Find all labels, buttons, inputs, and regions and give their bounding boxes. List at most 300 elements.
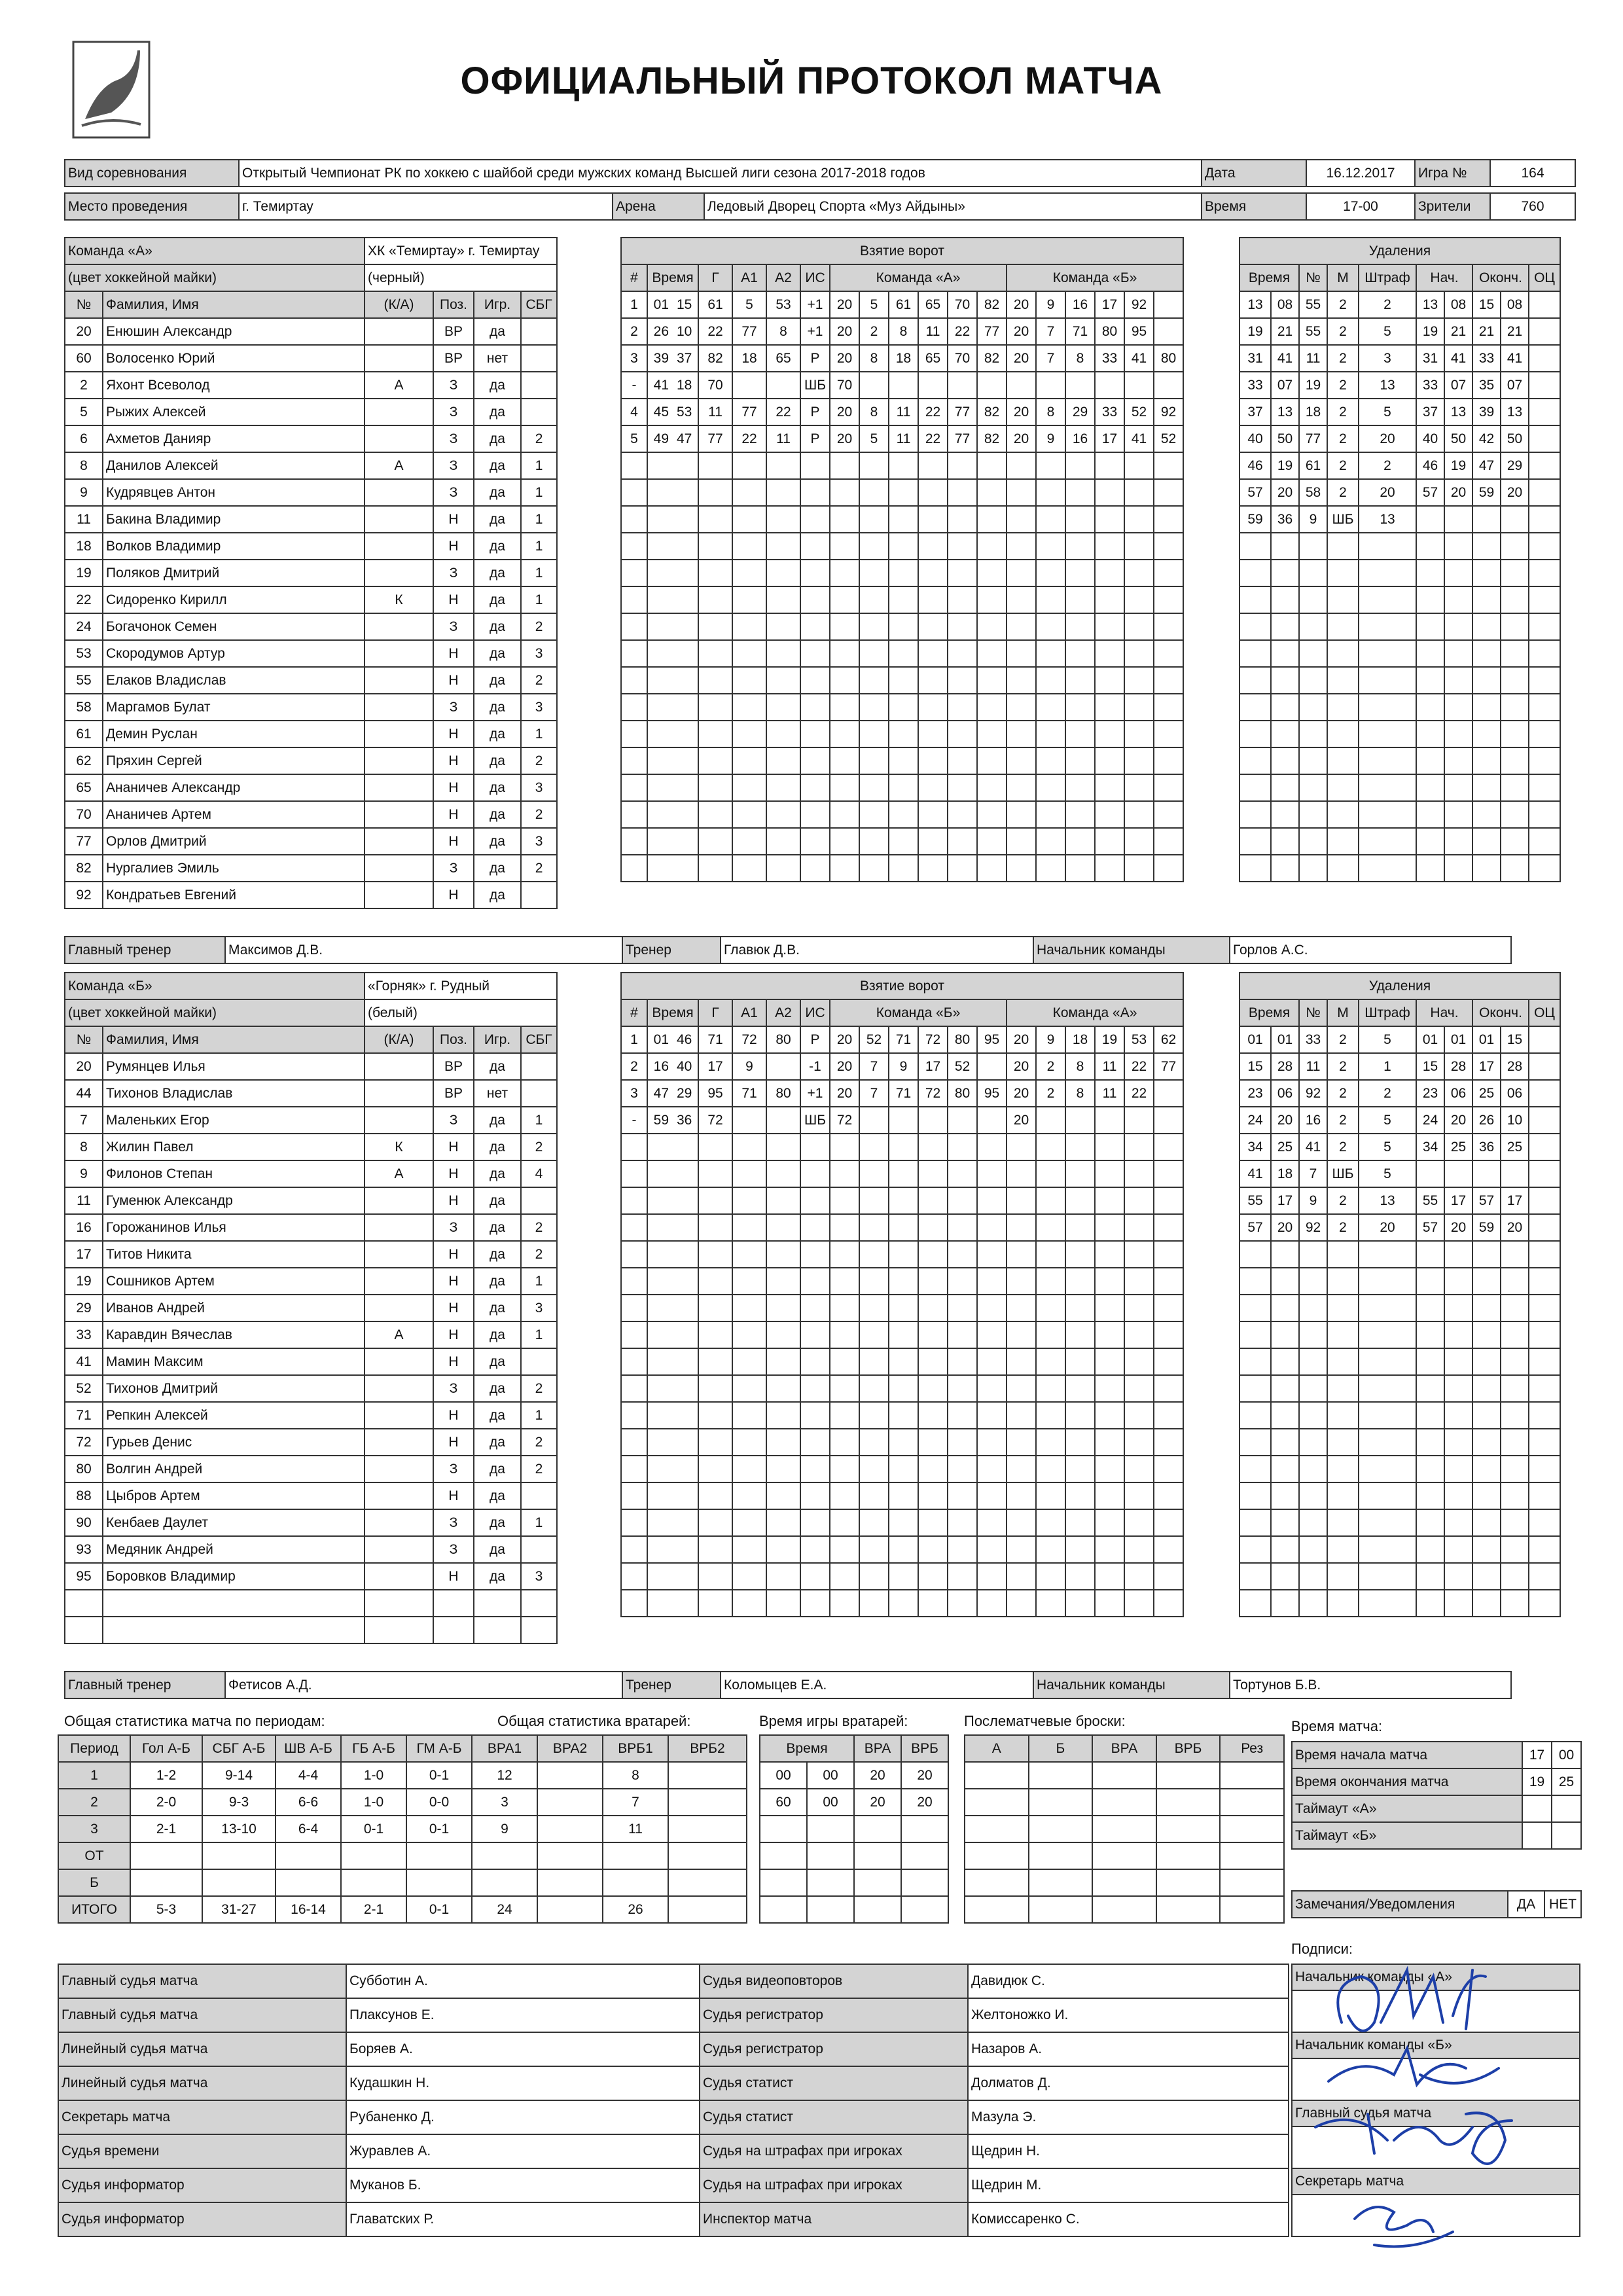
- penalty-cell: [1271, 694, 1299, 721]
- goal-cell: [1065, 372, 1095, 399]
- penalty-cell: [1359, 1509, 1416, 1536]
- penalty-cell: [1501, 828, 1529, 855]
- goal-cell: [1124, 828, 1154, 855]
- goal-cell: [621, 640, 647, 667]
- player-played: да: [474, 425, 521, 452]
- penalty-cell: [1299, 1456, 1327, 1482]
- player-name: Елаков Владислав: [103, 667, 365, 694]
- goal-cell: [647, 1214, 698, 1241]
- goal-cell: [889, 667, 918, 694]
- goalie-stats-title: Общая статистика вратарей:: [497, 1713, 691, 1729]
- officials-table: [58, 1964, 1289, 2237]
- goal-row: [621, 774, 1183, 801]
- penalty-cell: [1299, 586, 1327, 613]
- goal-cell: [766, 560, 800, 586]
- goal-cell: [830, 560, 859, 586]
- goal-cell: 95: [698, 1080, 732, 1107]
- player-sog: [521, 1080, 557, 1107]
- penalty-cell: 20: [1359, 425, 1416, 452]
- goal-cell: [1124, 586, 1154, 613]
- goal-cell: [977, 506, 1007, 533]
- goal-cell: [732, 613, 766, 640]
- goal-cell: [889, 1295, 918, 1321]
- goal-cell: [800, 667, 830, 694]
- goal-cell: [621, 855, 647, 882]
- goal-cell: [830, 1402, 859, 1429]
- goal-cell: [918, 479, 948, 506]
- goal-cell: [1154, 1107, 1183, 1134]
- goal-cell: [647, 694, 698, 721]
- penalty-cell: 2: [1327, 1107, 1359, 1134]
- goal-cell: [1065, 560, 1095, 586]
- goal-cell: [1065, 855, 1095, 882]
- player-number: 71: [65, 1402, 103, 1429]
- goal-cell: [800, 586, 830, 613]
- goal-cell: [1095, 1348, 1124, 1375]
- goal-cell: 80: [766, 1080, 800, 1107]
- shootout-cell: [1092, 1762, 1156, 1789]
- goal-cell: [698, 1482, 732, 1509]
- player-played: да: [474, 774, 521, 801]
- goal-cell: 33: [1095, 345, 1124, 372]
- goal-cell: [647, 828, 698, 855]
- goal-cell: [1036, 801, 1065, 828]
- goal-cell: [977, 1429, 1007, 1456]
- goal-cell: [889, 613, 918, 640]
- penalty-cell: 55: [1299, 318, 1327, 345]
- penalty-cell: [1327, 1482, 1359, 1509]
- penalty-cell: [1501, 1348, 1529, 1375]
- player-role: [365, 801, 433, 828]
- penalty-cell: [1529, 1456, 1560, 1482]
- goal-cell: [918, 586, 948, 613]
- penalty-cell: 7: [1299, 1160, 1327, 1187]
- player-name: Ананичев Артем: [103, 801, 365, 828]
- goal-cell: [1124, 1375, 1154, 1402]
- goal-cell: [918, 1268, 948, 1295]
- goal-cell: [732, 667, 766, 694]
- player-number: 55: [65, 667, 103, 694]
- penalty-cell: [1327, 1321, 1359, 1348]
- goal-cell: [1065, 1375, 1095, 1402]
- penalty-cell: 41: [1501, 345, 1529, 372]
- goal-cell: [918, 667, 948, 694]
- player-played: да: [474, 1348, 521, 1375]
- goal-cell: [889, 640, 918, 667]
- goal-cell: 2: [1036, 1053, 1065, 1080]
- player-row: [65, 1053, 557, 1080]
- player-name: Горожанинов Илья: [103, 1214, 365, 1241]
- player-played: да: [474, 1295, 521, 1321]
- goal-cell: Р: [800, 399, 830, 425]
- goal-cell: [1065, 1509, 1095, 1536]
- goal-cell: [766, 1214, 800, 1241]
- goal-row: [621, 506, 1183, 533]
- goal-cell: [948, 1134, 977, 1160]
- period-cell: 3: [472, 1789, 537, 1816]
- goal-cell: [830, 694, 859, 721]
- goal-cell: [1154, 479, 1183, 506]
- penalty-cell: [1529, 560, 1560, 586]
- period-cell: 9: [472, 1816, 537, 1842]
- penalty-row: [1240, 1348, 1560, 1375]
- penalty-cell: [1472, 747, 1501, 774]
- goal-cell: [889, 774, 918, 801]
- goal-cell: [1007, 855, 1036, 882]
- goal-cell: [766, 586, 800, 613]
- penalty-cell: [1529, 1295, 1560, 1321]
- penalty-cell: [1529, 1563, 1560, 1590]
- penalty-cell: [1444, 1590, 1472, 1617]
- goal-cell: [977, 533, 1007, 560]
- player-name: Тихонов Владислав: [103, 1080, 365, 1107]
- goal-row: [621, 1080, 1183, 1107]
- shootout-cell: [1092, 1842, 1156, 1869]
- player-role: К: [365, 586, 433, 613]
- goal-cell: [859, 1134, 889, 1160]
- goal-cell: 7: [859, 1080, 889, 1107]
- penalty-cell: [1501, 1509, 1529, 1536]
- penalty-cell: 23: [1240, 1080, 1271, 1107]
- period-cell: 2-1: [130, 1816, 202, 1842]
- goal-cell: [859, 1482, 889, 1509]
- player-row: [65, 721, 557, 747]
- shootout-cell: [1220, 1896, 1284, 1923]
- player-row: [65, 1617, 557, 1643]
- penalty-cell: [1444, 613, 1472, 640]
- official-row: [58, 2168, 1289, 2202]
- penalty-cell: 25: [1472, 1080, 1501, 1107]
- penalty-cell: ШБ: [1327, 506, 1359, 533]
- penalty-row: [1240, 533, 1560, 560]
- penalty-cell: [1529, 1107, 1560, 1134]
- goal-time: [647, 399, 698, 425]
- penalty-cell: [1271, 774, 1299, 801]
- player-played: да: [474, 1241, 521, 1268]
- official-name: Щедрин М.: [968, 2168, 1289, 2202]
- goal-cell: [859, 452, 889, 479]
- player-role: [365, 560, 433, 586]
- player-row: [65, 372, 557, 399]
- penalty-cell: [1327, 694, 1359, 721]
- player-played: да: [474, 1268, 521, 1295]
- col-header: Г: [698, 999, 732, 1026]
- goal-cell: [766, 667, 800, 694]
- period-cell: 24: [472, 1896, 537, 1923]
- penalty-cell: [1444, 1295, 1472, 1321]
- goal-cell: [1124, 533, 1154, 560]
- player-sog: 3: [521, 828, 557, 855]
- official-row: [58, 2134, 1289, 2168]
- player-number: 52: [65, 1375, 103, 1402]
- goal-cell: 9: [1036, 291, 1065, 318]
- goal-cell: 95: [1124, 318, 1154, 345]
- goal-row: [621, 1563, 1183, 1590]
- goal-cell: [948, 1107, 977, 1134]
- col-header: (К/А): [365, 291, 433, 318]
- goal-cell: [977, 1295, 1007, 1321]
- penalty-cell: [1529, 1590, 1560, 1617]
- goal-cell: [800, 640, 830, 667]
- goal-cell: [830, 533, 859, 560]
- goal-cell: [647, 1456, 698, 1482]
- penalty-cell: [1472, 1160, 1501, 1187]
- penalty-row: [1240, 1536, 1560, 1563]
- goal-row: [621, 1026, 1183, 1053]
- player-played: да: [474, 828, 521, 855]
- period-cell: 4-4: [276, 1762, 341, 1789]
- goal-cell: [800, 560, 830, 586]
- goal-cell: [732, 506, 766, 533]
- player-name: Мамин Максим: [103, 1348, 365, 1375]
- goal-cell: [1095, 1187, 1124, 1214]
- goal-cell: [1007, 1295, 1036, 1321]
- penalty-cell: [1444, 586, 1472, 613]
- goal-cell: [859, 801, 889, 828]
- period-cell: 2-1: [341, 1896, 406, 1923]
- penalty-cell: [1271, 1429, 1299, 1456]
- goal-cell: [732, 1187, 766, 1214]
- goal-cell: [1007, 1456, 1036, 1482]
- time-label: Время: [1202, 193, 1306, 220]
- goal-cell: [977, 560, 1007, 586]
- player-row: [65, 747, 557, 774]
- penalty-row: [1240, 667, 1560, 694]
- goal-row: [621, 1509, 1183, 1536]
- goal-cell: [859, 667, 889, 694]
- penalty-row: [1240, 372, 1560, 399]
- penalty-cell: 06: [1501, 1080, 1529, 1107]
- penalty-cell: [1416, 1402, 1444, 1429]
- player-position: Н: [433, 1134, 474, 1160]
- goal-cell: [800, 1214, 830, 1241]
- goal-cell: [732, 560, 766, 586]
- player-role: [365, 694, 433, 721]
- goal-cell: [698, 452, 732, 479]
- penalty-cell: [1327, 1456, 1359, 1482]
- penalty-cell: [1240, 855, 1271, 882]
- goal-cell: [647, 613, 698, 640]
- period-cell: 0-1: [341, 1816, 406, 1842]
- period-row: [58, 1762, 747, 1789]
- goal-time: [647, 425, 698, 452]
- shootout-cell: [965, 1762, 1029, 1789]
- penalty-cell: [1529, 291, 1560, 318]
- player-position: З: [433, 1456, 474, 1482]
- goal-cell: [621, 1509, 647, 1536]
- penalty-row: [1240, 747, 1560, 774]
- penalty-cell: 2: [1359, 1080, 1416, 1107]
- col-header: А: [965, 1735, 1029, 1762]
- goal-cell: [698, 1160, 732, 1187]
- official-name: Долматов Д.: [968, 2066, 1289, 2100]
- arena-label: Арена: [613, 193, 704, 220]
- penalty-cell: 57: [1240, 1214, 1271, 1241]
- goal-cell: [830, 801, 859, 828]
- goal-cell: [918, 1107, 948, 1134]
- goal-cell: [977, 1268, 1007, 1295]
- goal-cell: [918, 1160, 948, 1187]
- goal-cell: [766, 1509, 800, 1536]
- penalty-cell: 2: [1327, 425, 1359, 452]
- player-sog: 1: [521, 1402, 557, 1429]
- goal-cell: [948, 1590, 977, 1617]
- goal-row: [621, 1429, 1183, 1456]
- penalty-cell: 13: [1359, 372, 1416, 399]
- period-cell: [406, 1842, 472, 1869]
- penalty-cell: [1299, 1268, 1327, 1295]
- penalty-cell: [1299, 694, 1327, 721]
- goal-cell: [766, 1295, 800, 1321]
- goal-cell: [1124, 1214, 1154, 1241]
- player-position: Н: [433, 828, 474, 855]
- official-name: Давидюк С.: [968, 1964, 1289, 1998]
- col-header: СБГ: [521, 291, 557, 318]
- player-sog: 1: [521, 1107, 557, 1134]
- player-played: да: [474, 855, 521, 882]
- col-header: А2: [766, 999, 800, 1026]
- goal-cell: [1065, 1295, 1095, 1321]
- shootout-cell: [1029, 1896, 1093, 1923]
- goal-cell: [859, 774, 889, 801]
- player-name: Кенбаев Даулет: [103, 1509, 365, 1536]
- goal-cell: [647, 1348, 698, 1375]
- goal-cell: [918, 452, 948, 479]
- goal-cell: 20: [1007, 345, 1036, 372]
- goal-cell: [800, 747, 830, 774]
- penalty-cell: [1444, 560, 1472, 586]
- goal-cell: [1124, 1536, 1154, 1563]
- col-header: ВРА1: [472, 1735, 537, 1762]
- goal-row: [621, 1295, 1183, 1321]
- match-time-title: Время матча:: [1291, 1718, 1383, 1734]
- player-name: Кондратьев Евгений: [103, 882, 365, 908]
- goal-cell: [1124, 1160, 1154, 1187]
- goal-cell: [800, 855, 830, 882]
- penalty-cell: [1359, 533, 1416, 560]
- goalie-time-cell: 20: [854, 1789, 901, 1816]
- penalty-cell: [1529, 721, 1560, 747]
- col-header: Время: [1240, 999, 1299, 1026]
- player-position: Н: [433, 1321, 474, 1348]
- goalie-time-cell: 20: [854, 1762, 901, 1789]
- player-row: [65, 1268, 557, 1295]
- official-row: [58, 2032, 1289, 2066]
- penalty-cell: [1359, 774, 1416, 801]
- player-number: 92: [65, 882, 103, 908]
- goal-cell: [766, 1321, 800, 1348]
- penalty-cell: [1472, 774, 1501, 801]
- penalty-cell: 92: [1299, 1214, 1327, 1241]
- goal-cell: 65: [918, 291, 948, 318]
- penalty-cell: [1359, 613, 1416, 640]
- goal-cell: [698, 613, 732, 640]
- period-stats-table: [58, 1734, 747, 1924]
- goal-cell: [1154, 1268, 1183, 1295]
- player-position: Н: [433, 882, 474, 908]
- penalty-cell: [1501, 1536, 1529, 1563]
- penalty-cell: [1529, 1482, 1560, 1509]
- goal-cell: [859, 372, 889, 399]
- penalty-cell: [1529, 1214, 1560, 1241]
- penalty-row: [1240, 1321, 1560, 1348]
- goal-cell: [800, 1482, 830, 1509]
- goal-cell: 92: [1124, 291, 1154, 318]
- shootout-cell: [965, 1896, 1029, 1923]
- penalty-cell: 08: [1271, 291, 1299, 318]
- shootout-cell: [1220, 1816, 1284, 1842]
- goal-cell: [977, 774, 1007, 801]
- goal-cell: [948, 774, 977, 801]
- goal-cell: [1095, 1160, 1124, 1187]
- player-row: [65, 640, 557, 667]
- penalty-cell: [1271, 1241, 1299, 1268]
- goal-cell: [1007, 1268, 1036, 1295]
- goal-cell: [859, 506, 889, 533]
- penalty-cell: 01: [1271, 1026, 1299, 1053]
- player-name: [103, 1590, 365, 1617]
- goal-cell: [1095, 479, 1124, 506]
- penalty-cell: [1416, 1563, 1444, 1590]
- penalty-row: [1240, 1241, 1560, 1268]
- goal-cell: [621, 533, 647, 560]
- goal-cell: 11: [698, 399, 732, 425]
- penalty-cell: [1271, 1375, 1299, 1402]
- goal-cell: [1007, 1482, 1036, 1509]
- goal-cell: 22: [918, 399, 948, 425]
- penalty-cell: 57: [1416, 479, 1444, 506]
- penalty-cell: 19: [1416, 318, 1444, 345]
- goal-cell: [1095, 1456, 1124, 1482]
- goal-cell: ШБ: [800, 372, 830, 399]
- goal-cell: [1036, 1456, 1065, 1482]
- goal-cell: [800, 828, 830, 855]
- penalty-cell: [1299, 721, 1327, 747]
- goal-cell: [800, 1456, 830, 1482]
- goal-cell: 18: [1065, 1026, 1095, 1053]
- player-name: Боровков Владимир: [103, 1563, 365, 1590]
- goal-row: [621, 1241, 1183, 1268]
- goal-cell: [859, 1402, 889, 1429]
- goalie-time-cell: 60: [760, 1789, 807, 1816]
- goal-cell: 70: [948, 291, 977, 318]
- goal-cell: [800, 1268, 830, 1295]
- penalty-cell: 01: [1472, 1026, 1501, 1053]
- player-number: 44: [65, 1080, 103, 1107]
- player-number: 90: [65, 1509, 103, 1536]
- period-row: [58, 1842, 747, 1869]
- goal-cell: 70: [698, 372, 732, 399]
- penalty-cell: 5: [1359, 1134, 1416, 1160]
- goal-cell: [1036, 1321, 1065, 1348]
- goal-cell: [1007, 1375, 1036, 1402]
- penalty-cell: [1240, 1402, 1271, 1429]
- col-header: Б: [1029, 1735, 1093, 1762]
- player-position: ВР: [433, 1080, 474, 1107]
- goal-cell: [977, 1214, 1007, 1241]
- goal-cell: [889, 1429, 918, 1456]
- player-position: [433, 1590, 474, 1617]
- penalty-cell: [1529, 425, 1560, 452]
- goal-cell: [1154, 1536, 1183, 1563]
- penalty-cell: 11: [1299, 1053, 1327, 1080]
- goal-cell: [859, 1429, 889, 1456]
- player-played: да: [474, 1402, 521, 1429]
- goal-cell: 9: [1036, 1026, 1065, 1053]
- penalty-cell: [1472, 828, 1501, 855]
- penalty-row: [1240, 1429, 1560, 1456]
- goal-cell: [1007, 1536, 1036, 1563]
